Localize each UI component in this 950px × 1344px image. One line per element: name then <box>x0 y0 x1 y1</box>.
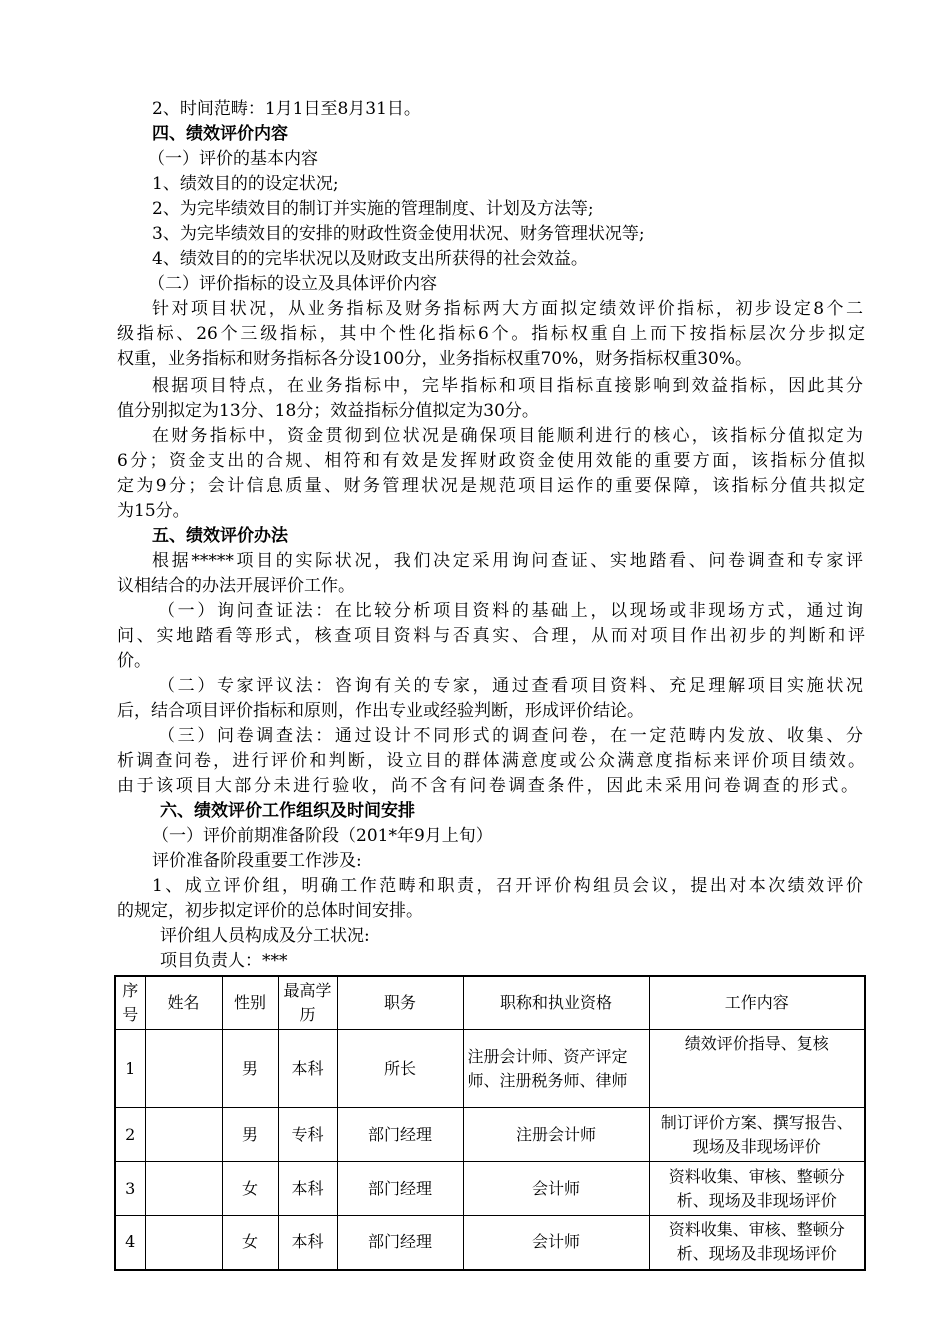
cell-edu: 本科 <box>278 1216 337 1270</box>
paragraph-line: 为15分。 <box>117 501 190 521</box>
paragraph-line: （三）问卷调查法：通过设计不同形式的调查问卷，在一定范畴内发放、收集、分 <box>158 726 863 746</box>
subsection-4-1-heading: （一）评价的基本内容 <box>148 149 318 169</box>
paragraph-line: 评价组人员构成及分工状况: <box>160 926 370 946</box>
cell-gender: 男 <box>222 1108 278 1162</box>
paragraph-line: 的规定，初步拟定评价的总体时间安排。 <box>117 901 423 921</box>
table-row <box>115 1030 865 1108</box>
paragraph-line: 4、绩效目的的完毕状况以及财政支出所获得的社会效益。 <box>152 249 588 269</box>
cell-gender: 女 <box>222 1162 278 1216</box>
cell-gender: 女 <box>222 1216 278 1270</box>
paragraph-line: 根据*****项目的实际状况，我们决定采用询问查证、实地踏看、问卷调查和专家评 <box>152 551 863 571</box>
paragraph-line: 由于该项目大部分未进行验收，尚不含有问卷调查条件，因此未采用问卷调查的形式。 <box>117 776 858 796</box>
cell-no: 4 <box>115 1216 145 1270</box>
cell-no: 3 <box>115 1162 145 1216</box>
paragraph-line: （一）询问查证法：在比较分析项目资料的基础上，以现场或非现场方式，通过询 <box>158 601 863 621</box>
header-name: 姓名 <box>145 976 222 1030</box>
paragraph-line: 值分别拟定为13分、18分；效益指标分值拟定为30分。 <box>117 401 539 421</box>
paragraph-line: 级指标、26个三级指标，其中个性化指标6个。指标权重自上而下按指标层次分步拟定 <box>117 324 865 344</box>
cell-no: 2 <box>115 1108 145 1162</box>
paragraph-line: 价。 <box>117 651 151 671</box>
paragraph-line: 定为9分；会计信息质量、财务管理状况是规范项目运作的重要保障，该指标分值共拟定 <box>117 476 865 496</box>
paragraph-line: 权重，业务指标和财务指标各分设100分，业务指标权重70%，财务指标权重30%。 <box>117 349 753 369</box>
paragraph-line: 2、为完毕绩效目的制订并实施的管理制度、计划及方法等; <box>152 199 594 219</box>
table-header-row <box>115 976 865 1030</box>
cell-work: 资料收集、审核、整顿分析、现场及非现场评价 <box>649 1162 865 1216</box>
cell-edu: 本科 <box>278 1030 337 1108</box>
cell-title: 注册会计师、资产评定师、注册税务师、律师 <box>463 1030 649 1108</box>
paragraph-line: 问、实地踏看等形式，核查项目资料与否真实、合理，从而对项目作出初步的判断和评 <box>117 626 865 646</box>
paragraph-line: 在财务指标中，资金贯彻到位状况是确保项目能顺利进行的核心，该指标分值拟定为 <box>152 426 863 446</box>
cell-duty: 部门经理 <box>337 1162 463 1216</box>
cell-name <box>145 1162 222 1216</box>
cell-gender: 男 <box>222 1030 278 1108</box>
cell-name <box>145 1216 222 1270</box>
cell-name <box>145 1108 222 1162</box>
cell-work: 绩效评价指导、复核 <box>649 1030 865 1108</box>
cell-edu: 专科 <box>278 1108 337 1162</box>
paragraph-line: 后，结合项目评价指标和原则，作出专业或经验判断，形成评价结论。 <box>117 701 644 721</box>
cell-duty: 部门经理 <box>337 1108 463 1162</box>
cell-edu: 本科 <box>278 1162 337 1216</box>
cell-title: 注册会计师 <box>463 1108 649 1162</box>
cell-no: 1 <box>115 1030 145 1108</box>
cell-duty: 部门经理 <box>337 1216 463 1270</box>
paragraph-line: 议相结合的办法开展评价工作。 <box>117 576 355 596</box>
table-row <box>115 1162 865 1216</box>
header-edu: 最高学历 <box>278 976 337 1030</box>
cell-title: 会计师 <box>463 1162 649 1216</box>
cell-name <box>145 1030 222 1108</box>
table-row <box>115 1216 865 1270</box>
header-no: 序号 <box>115 976 145 1030</box>
paragraph-line: 6分；资金支出的合规、相符和有效是发挥财政资金使用效能的重要方面，该指标分值拟 <box>117 451 865 471</box>
cell-duty: 所长 <box>337 1030 463 1108</box>
header-gender: 性别 <box>222 976 278 1030</box>
subsection-6-1-heading: （一）评价前期准备阶段（201*年9月上旬） <box>152 826 493 846</box>
section-4-heading: 四、绩效评价内容 <box>152 124 288 144</box>
paragraph-line: 3、为完毕绩效目的安排的财政性资金使用状况、财务管理状况等; <box>152 224 645 244</box>
header-duty: 职务 <box>337 976 463 1030</box>
paragraph-line: 析调查问卷，进行评价和判断，设立目的群体满意度或公众满意度指标来评价项目绩效。 <box>117 751 865 771</box>
section-6-heading: 六、绩效评价工作组织及时间安排 <box>160 801 415 821</box>
paragraph-line: 针对项目状况，从业务指标及财务指标两大方面拟定绩效评价指标，初步设定8个二 <box>152 299 863 319</box>
cell-work: 制订评价方案、撰写报告、现场及非现场评价 <box>649 1108 865 1162</box>
project-leader-line: 项目负责人：*** <box>160 951 288 971</box>
subsection-4-2-heading: （二）评价指标的设立及具体评价内容 <box>148 274 437 294</box>
paragraph-line: 根据项目特点，在业务指标中，完毕指标和项目指标直接影响到效益指标，因此其分 <box>152 376 863 396</box>
header-title: 职称和执业资格 <box>463 976 649 1030</box>
paragraph-line: （二）专家评议法：咨询有关的专家，通过查看项目资料、充足理解项目实施状况 <box>158 676 863 696</box>
cell-title: 会计师 <box>463 1216 649 1270</box>
paragraph-line: 1、绩效目的的设定状况; <box>152 174 339 194</box>
cell-work: 资料收集、审核、整顿分析、现场及非现场评价 <box>649 1216 865 1270</box>
header-work: 工作内容 <box>649 976 865 1030</box>
paragraph-line: 评价准备阶段重要工作涉及: <box>152 851 362 871</box>
staff-table <box>114 975 866 1271</box>
paragraph-line: 1、成立评价组，明确工作范畴和职责，召开评价构组员会议，提出对本次绩效评价 <box>152 876 863 896</box>
section-5-heading: 五、绩效评价办法 <box>152 526 288 546</box>
time-range-line: 2、时间范畴：1月1日至8月31日。 <box>152 99 421 119</box>
table-row <box>115 1108 865 1162</box>
